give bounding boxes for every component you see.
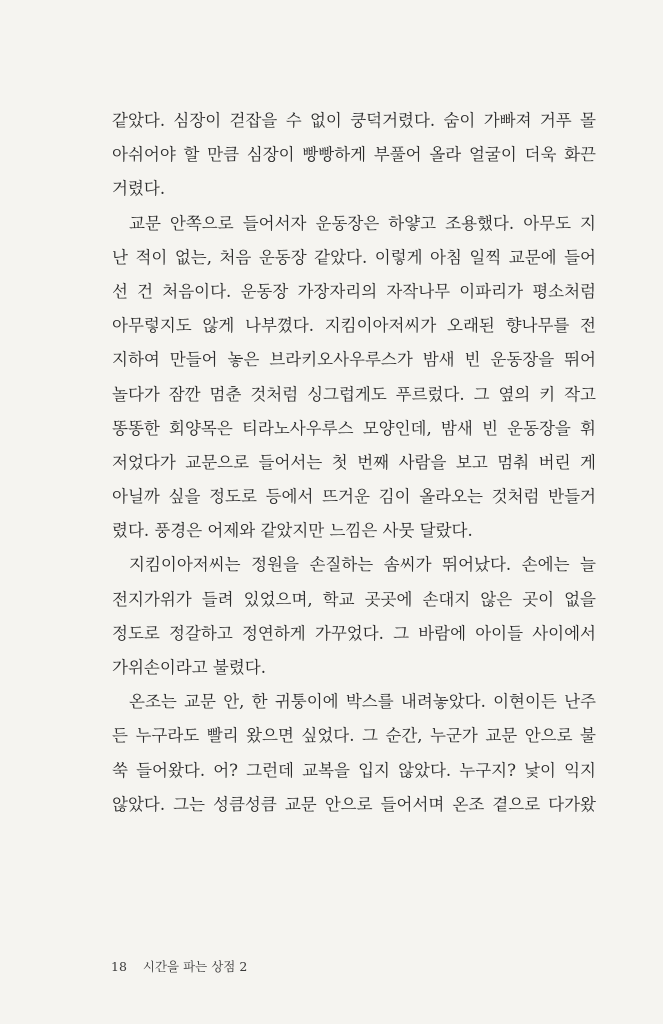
text-line: 놀다가 잠깐 멈춘 것처럼 싱그럽게도 푸르렀다. 그 옆의 키 작고	[112, 384, 596, 404]
text-line: 쑥 들어왔다. 어? 그런데 교복을 입지 않았다. 누구지? 낯이 익지	[112, 760, 596, 780]
page-footer	[111, 957, 247, 975]
text-line: 정도로 정갈하고 정연하게 가꾸었다. 그 바람에 아이들 사이에서	[112, 623, 596, 643]
text-line: 같았다. 심장이 걷잡을 수 없이 쿵덕거렸다. 숨이 가빠져 거푸 몰	[112, 111, 596, 130]
text-line: 거렸다.	[112, 179, 166, 199]
text-line: 저었다가 교문으로 들어서는 첫 번째 사람을 보고 멈춰 버린 게	[112, 452, 596, 472]
text-line: 가위손이라고 불렸다.	[112, 658, 266, 677]
text-line: 아쉬어야 할 만큼 심장이 빵빵하게 부풀어 올라 얼굴이 더욱 화끈	[112, 145, 596, 165]
text-line: 난 적이 없는, 처음 운동장 같았다. 이렇게 아침 일찍 교문에 들어	[112, 247, 596, 267]
text-line: 아무렇지도 않게 나부꼈다. 지킴이아저씨가 오래된 향나무를 전	[112, 316, 596, 336]
text-line: 지하여 만들어 놓은 브라키오사우루스가 밤새 빈 운동장을 뛰어	[112, 350, 596, 370]
running-title: 시간을 파는 상점 2	[142, 959, 248, 974]
page-number: 18	[111, 959, 127, 974]
text-line: 전지가위가 들려 있었으며, 학교 곳곳에 손대지 않은 곳이 없을	[112, 589, 596, 609]
paragraph-start-line: 지킴이아저씨는 정원을 손질하는 솜씨가 뛰어났다. 손에는 늘	[129, 555, 596, 575]
text-line: 않았다. 그는 성큼성큼 교문 안으로 들어서며 온조 곁으로 다가왔	[112, 794, 596, 814]
text-line: 선 건 처음이다. 운동장 가장자리의 자작나무 이파리가 평소처럼	[112, 281, 596, 301]
text-line: 아닐까 싶을 정도로 등에서 뜨거운 김이 올라오는 것처럼 반들거	[112, 487, 596, 507]
text-line: 똥똥한 회양목은 티라노사우루스 모양인데, 밤새 빈 운동장을 휘	[112, 418, 596, 438]
paragraph-start-line: 온조는 교문 안, 한 귀퉁이에 박스를 내려놓았다. 이현이든 난주	[129, 692, 596, 712]
body-text	[112, 104, 596, 822]
text-line: 든 누구라도 빨리 왔으면 싶었다. 그 순간, 누군가 교문 안으로 불	[112, 726, 596, 746]
paragraph-start-line: 교문 안쪽으로 들어서자 운동장은 하얗고 조용했다. 아무도 지	[129, 213, 596, 233]
text-line: 렸다. 풍경은 어제와 같았지만 느낌은 사뭇 달랐다.	[112, 521, 473, 541]
